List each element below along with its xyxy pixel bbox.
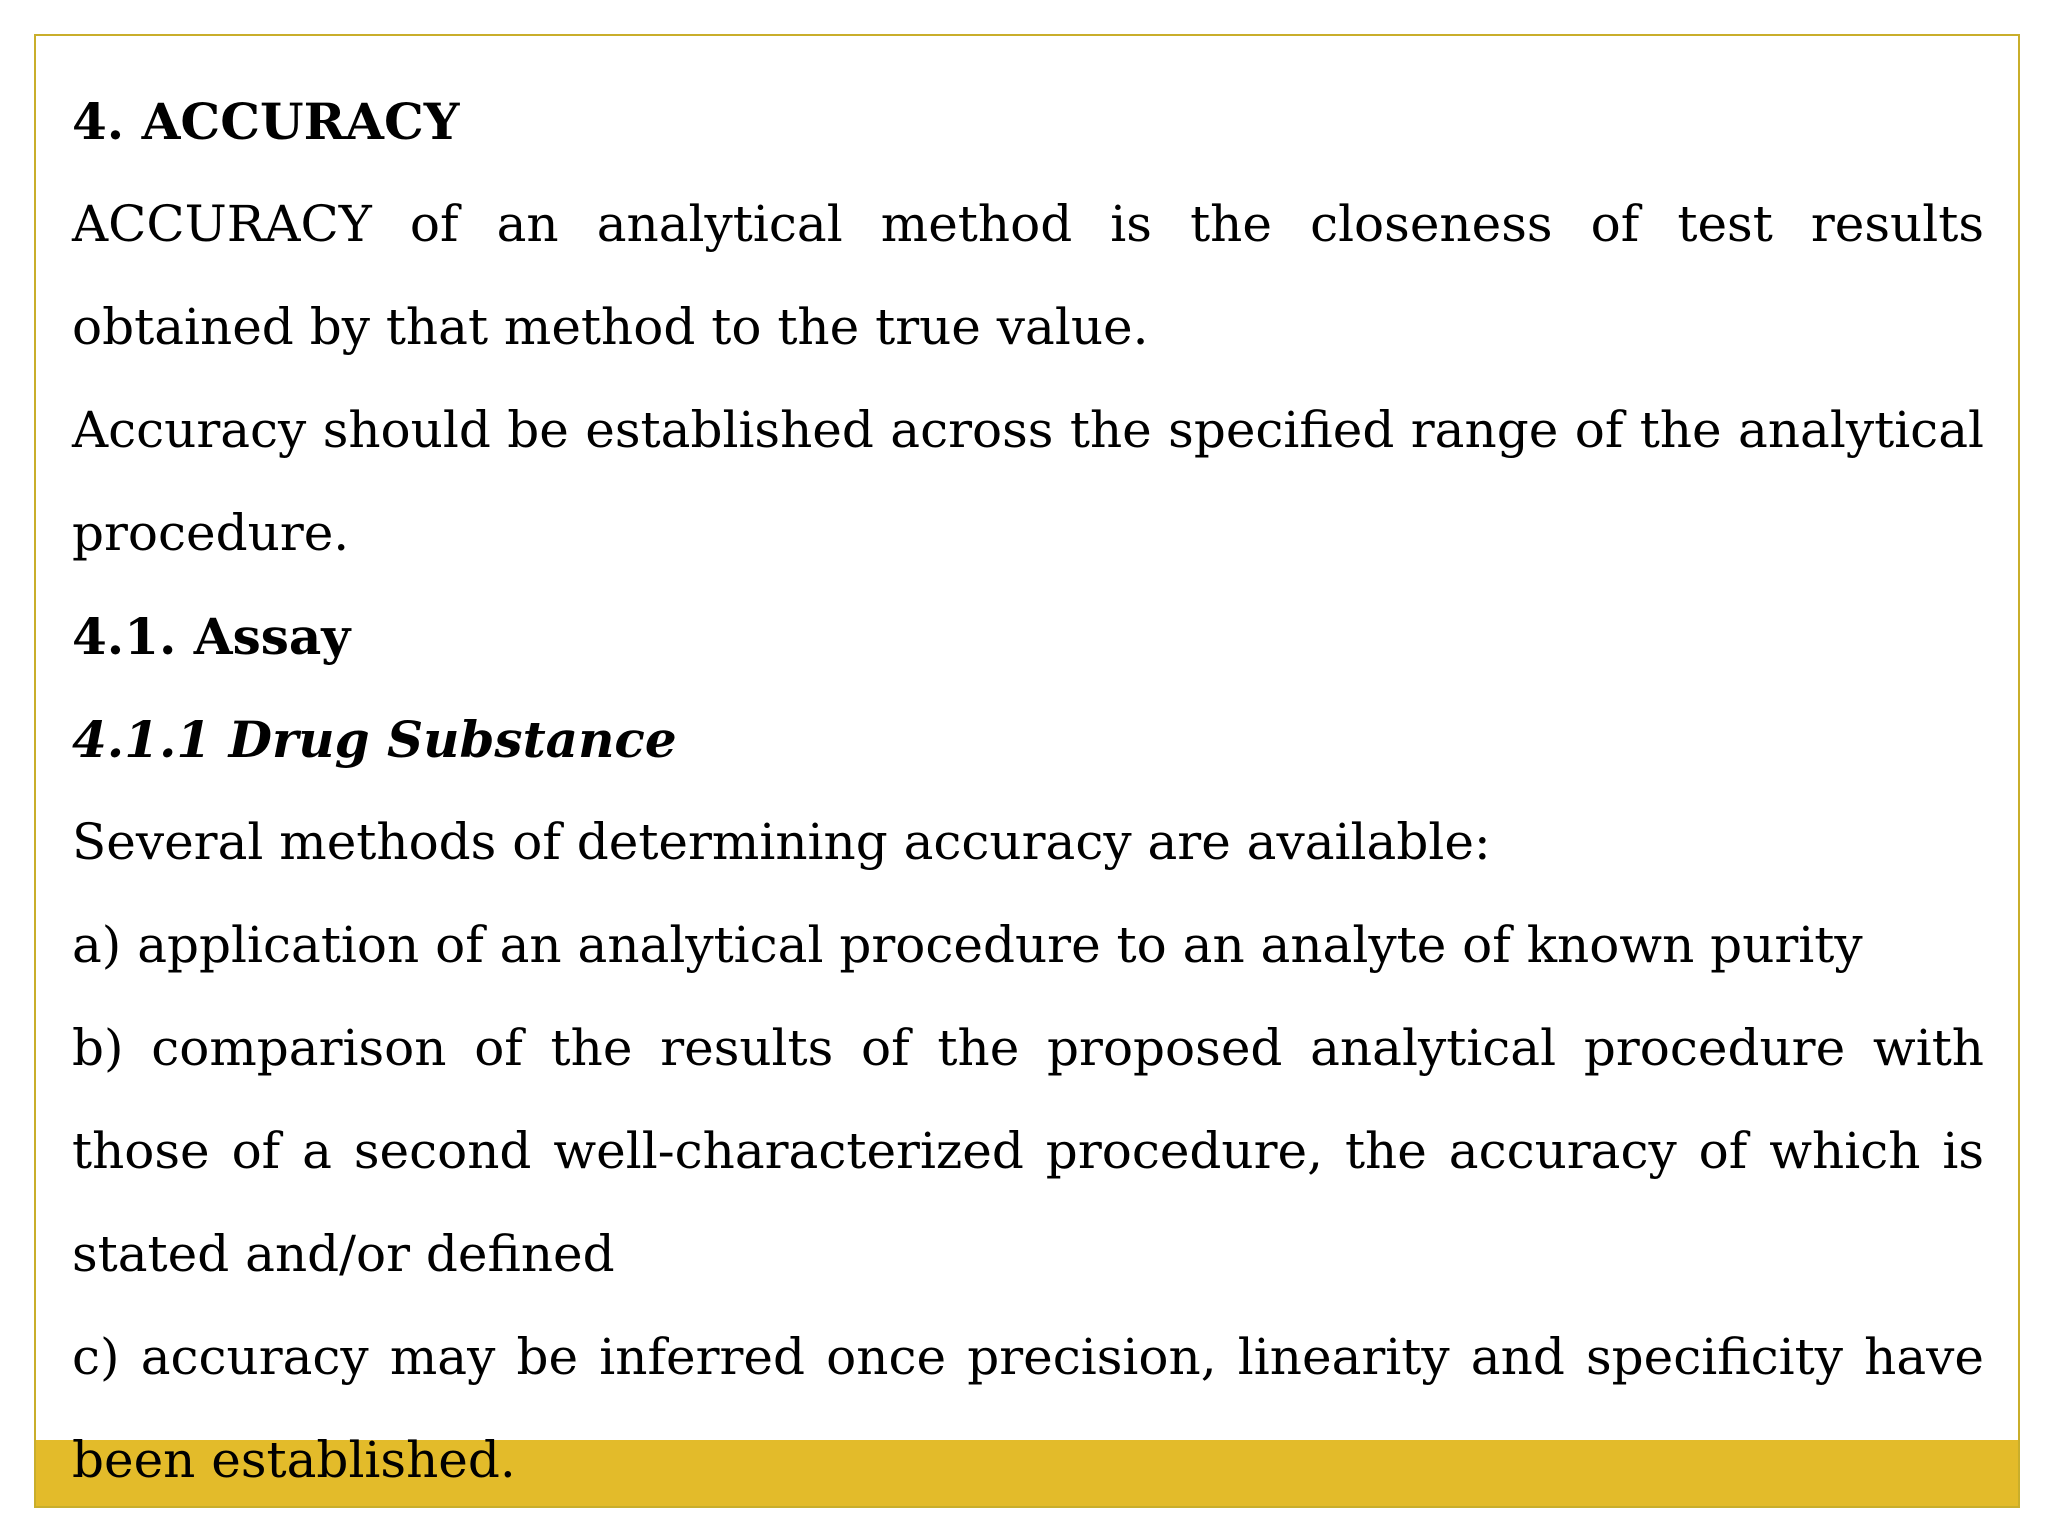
accuracy-definition: ACCURACY of an analytical method is the closeness of test results obtained by that method to the true value.	[72, 195, 1984, 356]
range-statement: Accuracy should be established across the specified range of the analytical procedure.	[72, 401, 1984, 562]
method-item-b: b) comparison of the results of the proposed analytical procedure with those of a second well-characterized procedure, the accuracy of which is stated and/or defined	[72, 1019, 1984, 1283]
method-item-c: c) accuracy may be inferred once precision, linearity and specificity have been established.	[72, 1328, 1984, 1489]
slide-content	[72, 70, 1984, 1512]
subsubsection-heading: 4.1.1 Drug Substance	[72, 710, 677, 769]
method-item-a: a) application of an analytical procedure to an analyte of known purity	[72, 916, 1863, 974]
section-heading: 4. ACCURACY	[72, 92, 460, 151]
methods-intro: Several methods of determining accuracy are available:	[72, 813, 1491, 871]
subsection-heading: 4.1. Assay	[72, 607, 351, 666]
